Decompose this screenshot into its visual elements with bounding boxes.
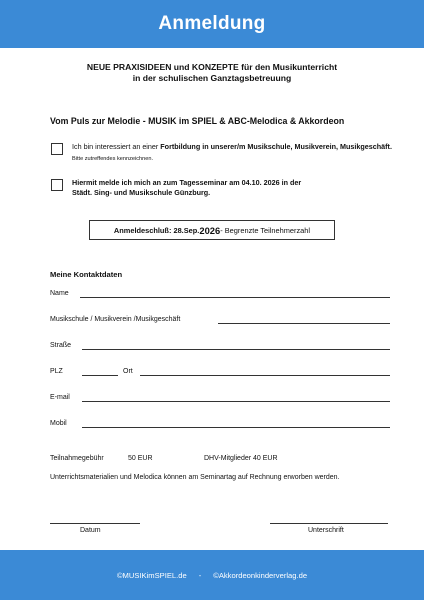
zip-city-field — [50, 365, 390, 377]
zip-label: PLZ — [50, 368, 63, 375]
city-label: Ort — [123, 368, 133, 375]
deadline-note: - Begrenzte Teilnehmerzahl — [220, 225, 311, 235]
fee-member: DHV-Mitglieder 40 EUR — [204, 455, 278, 462]
subtitle-line-1: NEUE PRAXISIDEEN und KONZEPTE für den Musikunterricht — [86, 62, 338, 72]
footer-link-akkordeonkinderverlag[interactable]: ©Akkordeonkinderverlag.de — [213, 570, 308, 580]
school-input-line[interactable] — [218, 323, 390, 324]
city-input-line[interactable] — [140, 375, 390, 376]
header-bar — [0, 0, 424, 48]
date-label: Datum — [80, 527, 101, 534]
footer-bar — [0, 550, 424, 600]
footer-link-musikimspiel[interactable]: ©MUSIKimSPIEL.de — [116, 570, 187, 580]
option-seminar-text — [72, 178, 301, 198]
email-field — [50, 391, 390, 403]
deadline-box — [89, 220, 335, 240]
course-title: Vom Puls zur Melodie - MUSIK im SPIEL & ABC-Melodica & Akkordeon — [50, 116, 345, 126]
mobile-field — [50, 417, 390, 429]
option-seminar-line-1: Hiermit melde ich mich an zum Tagesseminar am 04.10. 2026 in der — [72, 178, 302, 187]
materials-note: Unterrichtsmaterialien und Melodica können am Seminartag auf Rechnung erworben werden. — [50, 474, 340, 481]
email-input-line[interactable] — [82, 401, 390, 402]
option-training-hint: Bitte zutreffendes kennzeichnen. — [72, 156, 154, 162]
subtitle-line-2: in der schulischen Ganztagsbetreuung — [132, 73, 292, 83]
name-input-line[interactable] — [80, 297, 390, 298]
signature-line[interactable] — [270, 523, 388, 524]
option-training-bold: Fortbildung in unserer/m Musikschule, Musikverein, Musikgeschäft. — [160, 142, 392, 151]
option-training-plain: Ich bin interessiert an einer — [72, 142, 161, 151]
date-line[interactable] — [50, 523, 140, 524]
fee-label: Teilnahmegebühr — [50, 455, 104, 462]
option-seminar-row — [51, 178, 401, 198]
email-label: E-mail — [50, 394, 70, 401]
seminar-signup-checkbox[interactable] — [51, 179, 63, 191]
name-label: Name — [50, 290, 69, 297]
street-label: Straße — [50, 342, 72, 349]
subtitle — [0, 62, 424, 84]
street-field — [50, 339, 390, 351]
school-label: Musikschule / Musikverein /Musikgeschäft — [50, 316, 181, 323]
deadline-label: Anmeldeschluß: 28.Sep. — [113, 225, 200, 235]
mobile-label: Mobil — [50, 420, 67, 427]
street-input-line[interactable] — [82, 349, 390, 350]
mobile-input-line[interactable] — [82, 427, 390, 428]
page-title: Anmeldung — [158, 13, 266, 34]
contact-heading: Meine Kontaktdaten — [50, 270, 123, 279]
option-training-row — [51, 142, 401, 164]
deadline-year: 2026 — [199, 224, 221, 236]
signature-label: Unterschrift — [308, 527, 344, 534]
footer-separator: - — [198, 570, 202, 580]
name-field — [50, 287, 390, 299]
option-seminar-line-2: Städt. Sing- und Musikschule Günzburg. — [72, 188, 211, 197]
training-interest-checkbox[interactable] — [51, 143, 63, 155]
option-training-text — [72, 142, 401, 164]
fee-amount: 50 EUR — [128, 455, 153, 462]
school-field — [50, 313, 390, 325]
zip-input-line[interactable] — [82, 375, 118, 376]
